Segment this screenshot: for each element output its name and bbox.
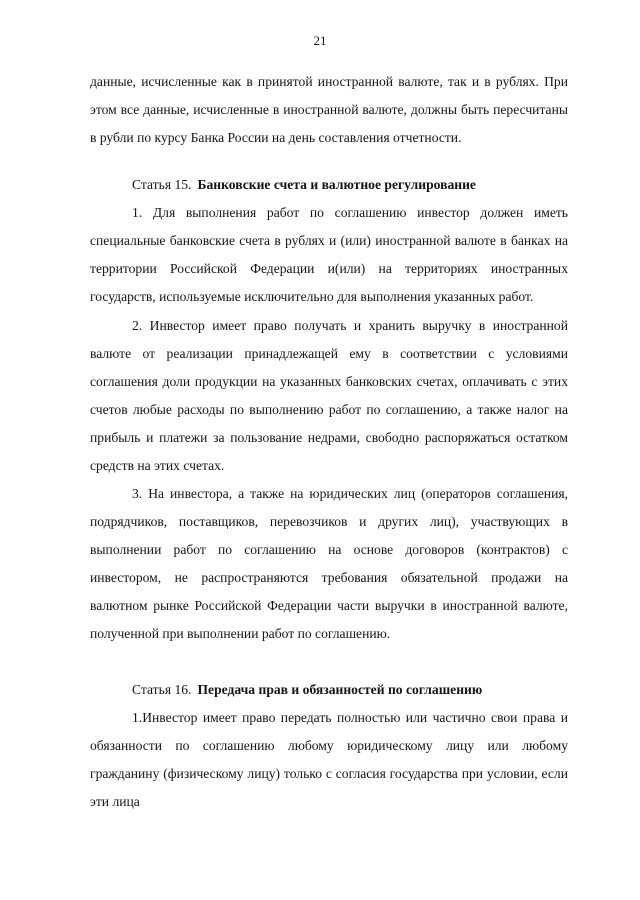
page-number: 21 [313,33,327,48]
article-15-heading [90,171,610,199]
article-15-title: Банковские счета и валютное регулирование [197,177,476,192]
article-16-label: Статья 16. [132,682,192,697]
paragraph-continuation: данные, исчисленные как в принятой иностранной валюте, так и в рублях. При этом все данные, исчисленные в иностранной валюте, должны быть пересчитаны в рубли по курсу Банка России на день составления отчетности. [90,74,568,145]
article-16-title: Передача прав и обязанностей по соглашению [197,682,483,697]
article-16-heading [90,676,610,704]
article-15-paragraph-2: 2. Инвестор имеет право получать и хранить выручку в иностранной валюте от реализации принадлежащей ему в соответствии с условиями соглашения доли продукции на указанных банковских счетах, оплачивать с этих счетов любые расходы по выполнению работ по соглашению, а также налог на прибыль и платежи за пользование недрами, свободно распоряжаться остатком средств на этих счетах. [90,318,568,473]
article-15-label: Статья 15. [132,177,192,192]
article-15-paragraph-1: 1. Для выполнения работ по соглашению инвестор должен иметь специальные банковские счета в рублях и (или) иностранной валюте в банках на территории Российской Федерации и(или) на территориях иностранных государств, используемые исключительно для выполнения указанных работ. [90,205,568,304]
article-15-paragraph-3: 3. На инвестора, а также на юридических лиц (операторов соглашения, подрядчиков, поставщиков, перевозчиков и других лиц), участвующих в выполнении работ по соглашению на основе договоров (контрактов) с инвестором, не распространяются требования обязательной продажи на валютном рынке Российской Федерации части выручки в иностранной валюте, полученной при выполнении работ по соглашению. [90,486,568,641]
article-16-paragraph-1: 1.Инвестор имеет право передать полностью или частично свои права и обязанности по соглашению любому юридическому лицу или любому гражданину (физическому лицу) только с согласия государства при условии, если эти лица [90,710,568,809]
